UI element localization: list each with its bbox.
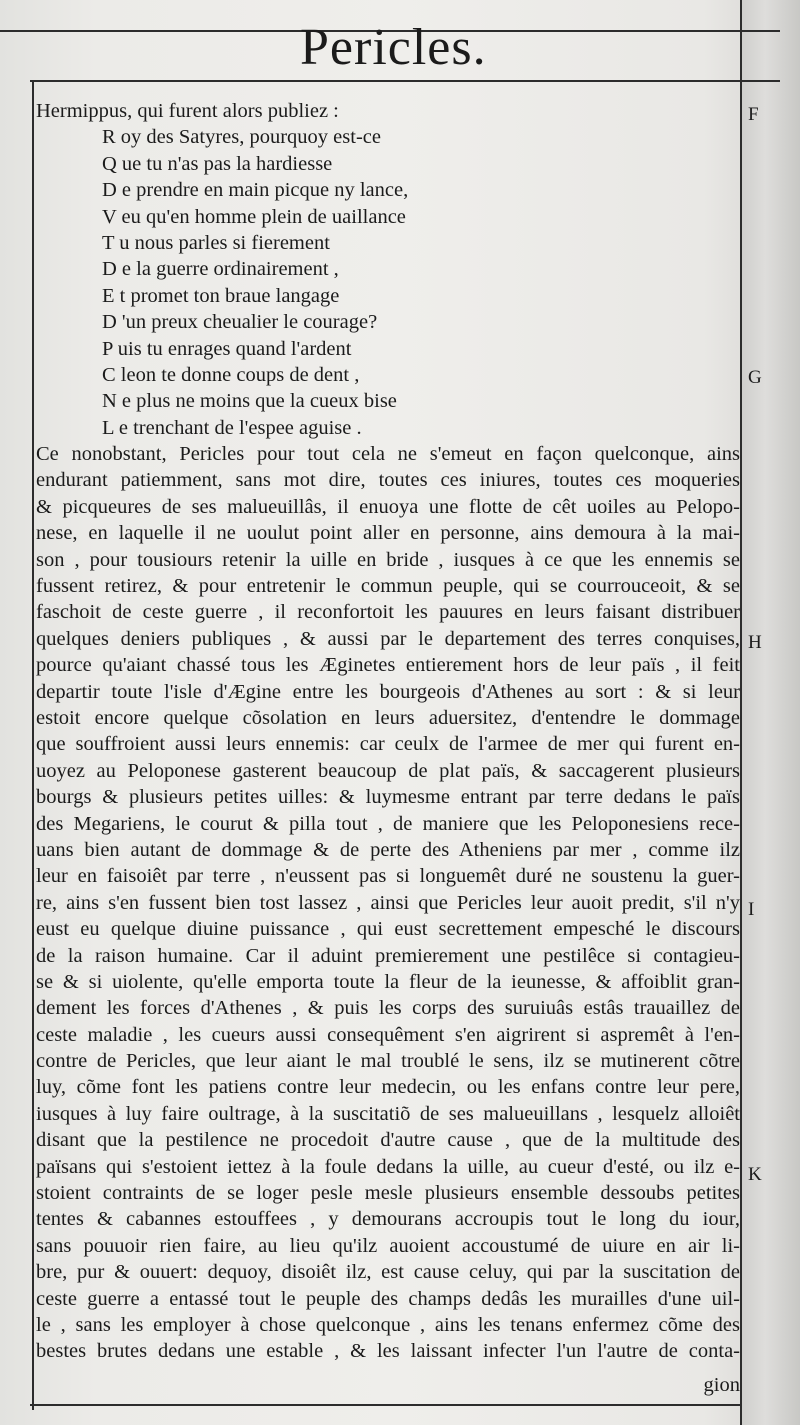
prose-line: que souffroient aussi leurs ennemis: car ceulx de l'armee de mer qui furent en-: [36, 733, 740, 756]
prose-line: & picqueures de ses malueuillâs, il enuoya une flotte de cêt uoiles au Pelopo-: [36, 495, 740, 518]
frame-bottom-rule: [30, 1404, 740, 1406]
prose-line: de la raison humaine. Car il aduint premierement une pestilêce si contagieu-: [36, 944, 740, 967]
margin-letter-h: H: [748, 632, 762, 653]
prose-line: des Megariens, le courut & pilla tout , de maniere que les Peloponesiens rece-: [36, 812, 740, 835]
prose-line: contre de Pericles, que leur aiant le mal troublé le sens, ilz se mutinerent cõtre: [36, 1050, 740, 1073]
prose-block: [36, 441, 740, 1365]
prose-line: faschoit de ceste guerre , il reconfortoit les pauures en leurs faisant distribuer: [36, 601, 740, 624]
verse-line: D e prendre en main picque ny lance,: [102, 179, 409, 202]
prose-line: stoient contraints de se loger pesle mesle plusieurs ensemble dessoubs petites: [36, 1182, 740, 1205]
prose-line: iusques à luy faire oultrage, à la suscitatiõ de ses malueuillans , lesquelz alloiêt: [36, 1102, 740, 1125]
verse-line: V eu qu'en homme plein de uaillance: [102, 205, 406, 228]
prose-line: disant que la pestilence ne procedoit d'autre cause , que de la multitude des: [36, 1129, 740, 1152]
verse-line: D 'un preux cheualier le courage?: [102, 311, 378, 334]
prose-line: uoyez au Peloponese gasterent beaucoup de plat païs, & saccagerent plusieurs: [36, 759, 740, 782]
prose-line: pource qu'aiant chassé tous les Æginetes entierement hors de leur païs , il feit: [36, 654, 740, 677]
intro-line: Hermippus, qui furent alors publiez :: [36, 100, 339, 122]
verse-line: D e la guerre ordinairement ,: [102, 258, 339, 281]
verse-line: E t promet ton braue langage: [102, 284, 340, 307]
frame-right-rule: [740, 0, 742, 1425]
prose-line: son , pour tousiours retenir la uille en bride , iusques à ce que les ennemis se: [36, 548, 740, 571]
margin-letter-g: G: [748, 367, 762, 388]
prose-line: quelques deniers publiques , & aussi par le departement des terres conquises,: [36, 627, 740, 650]
prose-line: bestes brutes dedans une estable , & les laissant infecter l'un l'autre de conta-: [36, 1340, 740, 1363]
page-edge: [742, 0, 800, 1425]
verse-line: L e trenchant de l'espee aguise .: [102, 416, 362, 439]
prose-line: païsans qui s'estoient iettez à la foule dedans la uille, au cueur d'esté, ou ilz e-: [36, 1155, 740, 1178]
prose-line: bourgs & plusieurs petites uilles: & luymesme entrant par terre dedans le païs: [36, 786, 740, 809]
prose-line: ceste guerre a entassé tout le peuple des champs dedâs les murailles d'une uil-: [36, 1287, 740, 1310]
running-head: Pericles.: [300, 19, 487, 76]
margin-letter-i: I: [748, 899, 755, 920]
prose-line: nese, en laquelle il ne uoulut point aller en personne, ains demoura à la mai-: [36, 522, 740, 545]
prose-line: ceste maladie , les cueurs aussi consequêment s'en aigrirent si aspremêt à l'en-: [36, 1023, 740, 1046]
prose-line: uans bien autant de dommage & de perte des Atheniens par mer , comme ilz: [36, 838, 740, 861]
margin-letter-k: K: [748, 1164, 762, 1185]
verse-line: P uis tu enrages quand l'ardent: [102, 337, 352, 360]
verse-block: [36, 124, 740, 441]
margin-letter-f: F: [748, 104, 759, 125]
body-text: [36, 98, 740, 1365]
prose-line: leur en faisoiêt par terre , n'eussent pas si longuemêt duré ne soustenu la guer-: [36, 865, 740, 888]
prose-line: sans pouuoir rien faire, au lieu qu'ilz auoient accoustumé de uiure en air li-: [36, 1234, 740, 1257]
prose-line: luy, cõme font les patiens contre leur medecin, ou les enfans contre leur pere,: [36, 1076, 740, 1099]
prose-line: tentes & cabannes estouffees , y demourans accroupis tout le long du iour,: [36, 1208, 740, 1231]
prose-line: fussent retirez, & pour entretenir le commun peuple, qui se courrouceoit, & se: [36, 575, 740, 598]
verse-line: T u nous parles si fierement: [102, 231, 330, 254]
prose-line: re, ains s'en fussent bien tost lassez , ainsi que Pericles leur auoit predit, s'il n'y: [36, 891, 740, 914]
prose-line: dement les forces d'Athenes , & puis les corps des suruiuâs estâs trauaillez de: [36, 997, 740, 1020]
prose-line: departir toute l'isle d'Ægine entre les bourgeois d'Athenes au sort : & si leur: [36, 680, 740, 703]
frame-top-rule: [30, 80, 780, 82]
verse-line: Q ue tu n'as pas la hardiesse: [102, 152, 333, 175]
catchword: gion: [703, 1374, 740, 1396]
prose-line: endurant patiemment, sans mot dire, toutes ces iniures, toutes ces moqueries: [36, 469, 740, 492]
verse-line: N e plus ne moins que la cueux bise: [102, 390, 397, 413]
prose-line: bre, pur & ouuert: dequoy, disoiêt ilz, est cause celuy, qui par la suscitation de: [36, 1261, 740, 1284]
prose-line: le , sans les employer à chose quelconque , ains les tenans enfermez cõme des: [36, 1313, 740, 1336]
prose-line: eust eu quelque diuine puissance , qui eust secrettement empesché le discours: [36, 918, 740, 941]
verse-line: C leon te donne coups de dent ,: [102, 363, 360, 386]
prose-line: Ce nonobstant, Pericles pour tout cela ne s'emeut en façon quelconque, ains: [36, 443, 740, 466]
verse-line: R oy des Satyres, pourquoy est-ce: [102, 126, 381, 149]
prose-line: estoit encore quelque cõsolation en leurs aduersitez, d'entendre le dommage: [36, 706, 740, 729]
prose-line: se & si uiolente, qu'elle emporta toute la fleur de la ieunesse, & affoiblit gran-: [36, 970, 740, 993]
frame-left-rule: [32, 80, 34, 1410]
